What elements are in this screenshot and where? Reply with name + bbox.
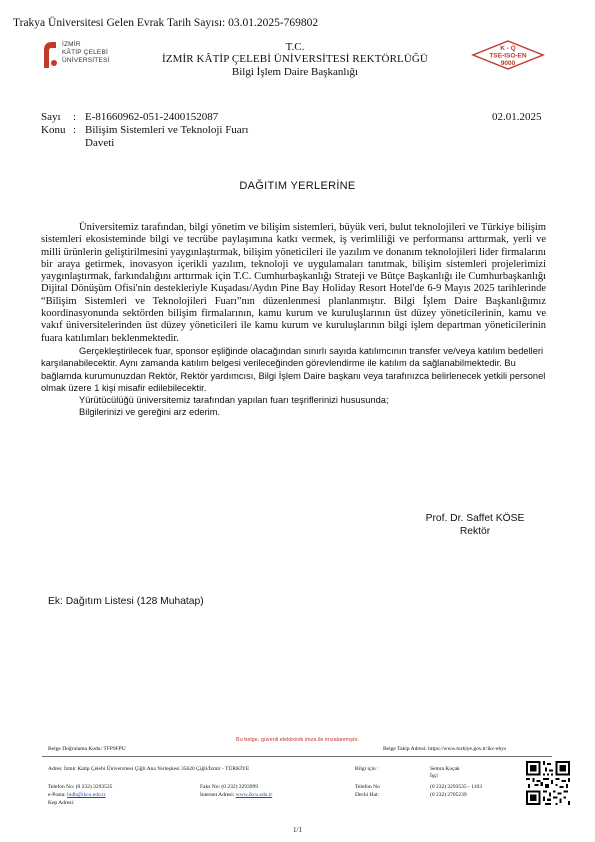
footer-divider: [42, 756, 552, 757]
document-date: 02.01.2025: [492, 111, 542, 123]
info-label: Bilgi için :: [355, 766, 379, 772]
info-tel-value: (0 232) 3293535 - 1103: [430, 784, 483, 790]
signer-name: Prof. Dr. Saffet KÖSE: [425, 513, 525, 524]
tracking-address: Belge Takip Adresi: https://www.turkiye.gov.tr/ikc-ebys: [383, 746, 507, 752]
university-logo: [42, 40, 122, 74]
paragraph-3: Yürütücülüğü üniversitemiz tarafından yapılan fuarı teşriflerinizi hususunda;: [79, 395, 389, 406]
sayi-label: Sayı: [41, 111, 61, 123]
esignature-notice: Bu belge, güvenli elektronik imza ile imzalanmıştır.: [236, 737, 359, 743]
info-direct-label: Dechi Hat:: [355, 792, 379, 798]
info-direct-value: (0 232) 2705239: [430, 792, 467, 798]
email-label: e-Posta:: [48, 792, 66, 798]
sayi-colon: :: [73, 111, 77, 123]
tse-badge-bottom: 9000: [500, 60, 516, 67]
footer-address: Adres: İzmir Katip Çelebi Üniversitesi Çiğli Ana Yerleşkesi 35620 Çiğli/İzmir - TÜRKİYE: [48, 766, 250, 772]
recipient-heading: DAĞITIM YERLERİNE: [239, 180, 356, 192]
tse-badge-top: K - Q: [500, 45, 516, 52]
konu-value: Bilişim Sistemleri ve Teknoloji Fuarı Daveti: [85, 124, 249, 149]
paragraph-4: Bilgilerinizi ve gereğini arz ederim.: [79, 407, 221, 418]
document-meta: [41, 111, 305, 150]
tse-iso-badge-icon: [471, 40, 545, 70]
paragraph-1: Üniversitemiz tarafından, bilgi yönetim ve bilişim sistemleri, büyük veri, bulut teknolojileri ve Türkiye bilişim sistemleri ekosisteminde bilgi ve tecrübe paylaşımına katkı vermek, iş verimliliği ve performansı arttırmak, yerli ve milli ürünlerin geliştirilmesini yaygınlaştırmak, bilişim yöneticileri ile yazılım ve donanım teknolojileri lider firmalarını bir araya getirmek, inovasyon içerikli yazılım, teknoloji ve uygulamaları tanıtmak, bilişim sistemleri projelerimizi yaygınlaştırmak, farkındalığını arttırmak için T.C. Cumhurbaşkanlığı Strateji ve Bütçe Başkanlığı ile Cumhurbaşkanlığı Dijital Dönüşüm Ofisi'nin destekleriyle Kuşadası/Aydın Pine Bay Holiday Resort Hotel'de 6-9 Mayıs 2025 tarihlerinde “Bilişim Sistemleri ve Teknolojileri Fuarı”nın düzenlenmesi planlanmıştır. Bilgi İşlem Daire Başkanlığımız koordinasyonunda sektörden bilişim firmalarının, kamu kurum ve kuruluşlarının üst düzey yöneticilerinin, kamu ve vakıf üniversitelerinden üst düzey yöneticileri ile kamu kurum ve kuruluşlarının bilgi işlem departman yöneticilerinin fuara katılımları beklenmektedir.: [41, 222, 546, 344]
sayi-value: E-81660962-051-2400152087: [85, 111, 219, 123]
tse-badge-middle: TSE-ISO-EN: [489, 52, 527, 60]
footer-phone: Telefon No: (0 232) 3293535: [48, 784, 113, 790]
university-emblem-icon: [42, 40, 58, 70]
footer-kep: Kep Adresi:: [48, 800, 75, 806]
verification-code: Belge Doğrulama Kodu: TFP9FPU: [48, 746, 126, 752]
signature-block: [380, 512, 570, 538]
letter-body: [41, 222, 546, 419]
konu-label: Konu: [41, 124, 66, 136]
header-tc: T.C.: [285, 41, 305, 53]
info-name: Semra Koçak: [430, 766, 460, 772]
footer-fax: Faks No: (0 232) 3293999: [200, 784, 259, 790]
qr-code-icon: [526, 761, 570, 805]
header-department: Bilgi İşlem Daire Başkanlığı: [231, 66, 359, 78]
attachment-note: Ek: Dağıtım Listesi (128 Muhatap): [48, 596, 204, 607]
web-label: İnternet Adresi:: [200, 792, 235, 798]
email-link[interactable]: bidb@ikcu.edu.tr: [67, 792, 106, 798]
paragraph-2: Gerçekleştirilecek fuar, sponsor eşliğinde olacağından sınırlı sayıda katılımcının transfer ve/veya katılım bedelleri karşılanabilecektir. Aynı zamanda katılım belgesi verileceğinden görevlendirme ile katılım da sağlanabilmektedir. Bu bağlamda kurumunuzdan Rektör, Rektör yardımcısı, Bilgi İşlem Daire başkanı veya tarafınızca belirlenecek yetkili personel olmak üzere 1 kişi misafir edilebilecektir.: [41, 345, 546, 393]
info-tel-label: Telefon No: [355, 784, 380, 790]
logo-text: İZMİR KÂTİP ÇELEBİ ÜNİVERSİTESİ: [62, 41, 110, 64]
page-number: 1/1: [293, 826, 302, 834]
incoming-document-stamp: Trakya Üniversitesi Gelen Evrak Tarih Sayısı: 03.01.2025-769802: [13, 17, 319, 29]
letterhead: [130, 41, 460, 79]
konu-colon: :: [73, 124, 77, 136]
header-rectorate: İZMİR KÂTİP ÇELEBİ ÜNİVERSİTESİ REKTÖRLÜĞÜ: [162, 53, 428, 65]
web-link[interactable]: www.ikcu.edu.tr: [235, 792, 273, 798]
footer-email: [48, 792, 105, 799]
info-role: İşçi: [430, 773, 438, 779]
footer-web: [200, 792, 272, 799]
signer-title: Rektör: [459, 526, 491, 537]
